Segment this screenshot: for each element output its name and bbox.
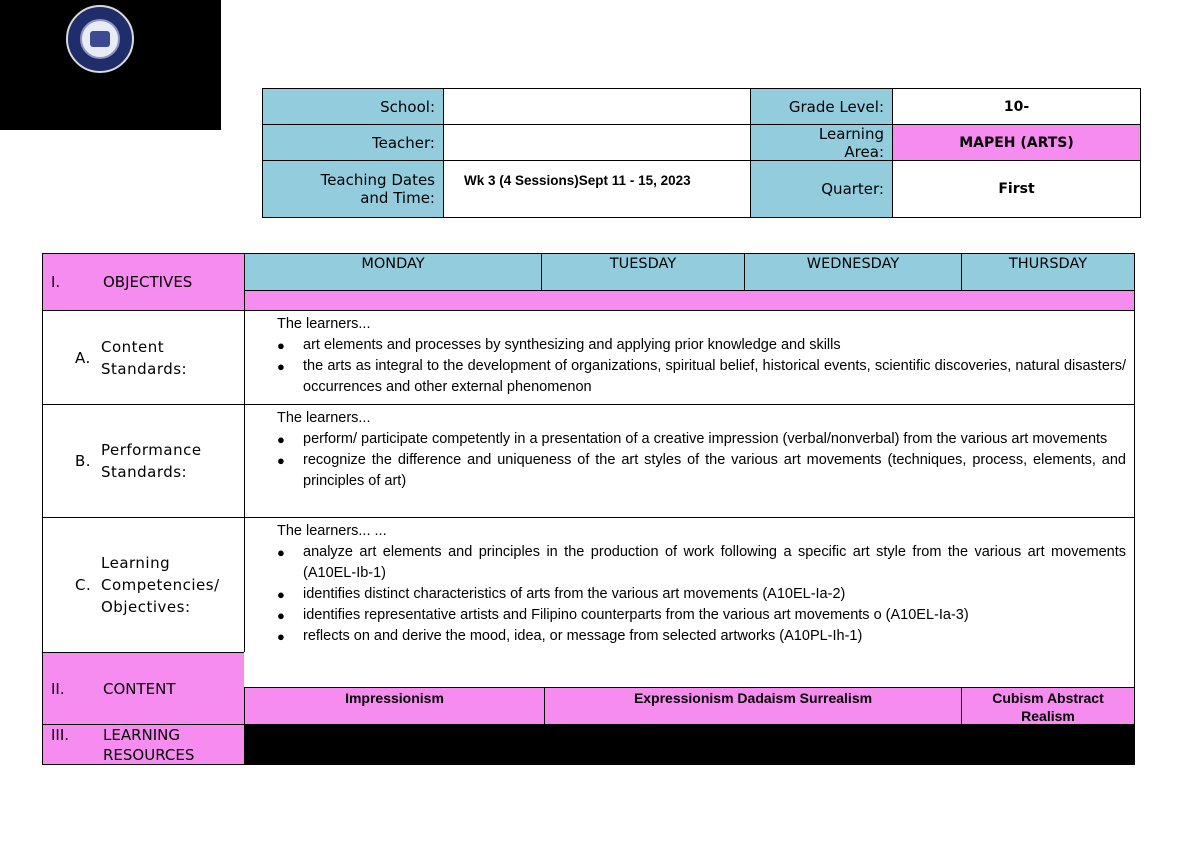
quarter-label: Quarter: (750, 160, 893, 218)
content-standards-body (244, 310, 1135, 405)
list-item: ● perform/ participate competently in a presentation of a creative impression (verbal/nonverbal) from the various art movements (277, 429, 1126, 450)
list-item: ● recognize the difference and uniqueness of the art styles of the various art movements (techniques, process, elements, and principles of art) (277, 450, 1126, 492)
content-standards-intro: The learners... (277, 316, 371, 332)
teacher-label: Teacher: (262, 124, 444, 161)
content-expressionism: Expressionism Dadaism Surrealism (544, 687, 962, 725)
content-impressionism: Impressionism (244, 687, 545, 725)
seal-emblem (90, 31, 110, 47)
day-tuesday: TUESDAY (541, 253, 745, 291)
list-item: ● identifies representative artists and Filipino counterparts from the various art movements o (A10EL-Ia-3) (277, 605, 1126, 626)
content-standards-label: A. Content Standards: (42, 310, 245, 405)
quarter-field[interactable]: First (892, 160, 1141, 218)
header-logo-panel (0, 0, 221, 130)
objectives-pink-band (244, 290, 1135, 311)
day-wednesday: WEDNESDAY (744, 253, 962, 291)
deped-seal-icon (66, 5, 134, 73)
list-item: ● analyze art elements and principles in the production of work following a specific art style from the various art movements (A10EL-Ib-1) (277, 542, 1126, 584)
competencies-body (244, 517, 1135, 653)
content-blank-row (244, 652, 1135, 688)
performance-standards-intro: The learners... (277, 410, 371, 426)
list-item: ● the arts as integral to the development of organizations, spiritual belief, historical events, scientific discoveries, natural disasters/ occurrences and other external phenomenon (277, 356, 1126, 398)
objectives-heading: I. OBJECTIVES (42, 253, 245, 311)
day-thursday: THURSDAY (961, 253, 1135, 291)
list-item: ● identifies distinct characteristics of arts from the various art movements (A10EL-Ia-2) (277, 584, 1126, 605)
teaching-dates-label: Teaching Dates and Time: (262, 160, 444, 218)
performance-standards-body (244, 404, 1135, 518)
school-field[interactable] (443, 88, 751, 125)
competencies-label: C. Learning Competencies/ Objectives: (42, 517, 245, 653)
learning-resources-black-band (244, 724, 1135, 765)
content-heading: II. CONTENT (42, 652, 245, 725)
list-item: ● reflects on and derive the mood, idea, or message from selected artworks (A10PL-Ih-1) (277, 626, 1126, 647)
content-cubism: Cubism Abstract Realism (961, 687, 1135, 725)
list-item: ● art elements and processes by synthesizing and applying prior knowledge and skills (277, 335, 1126, 356)
day-monday: MONDAY (244, 253, 542, 291)
teaching-dates-field[interactable]: Wk 3 (4 Sessions)Sept 11 - 15, 2023 (443, 160, 751, 218)
learning-area-label: Learning Area: (750, 124, 893, 161)
teacher-field[interactable] (443, 124, 751, 161)
learning-resources-heading: III. LEARNING RESOURCES (42, 724, 245, 765)
grade-level-field[interactable]: 10- (892, 88, 1141, 125)
school-label: School: (262, 88, 444, 125)
competencies-intro: The learners... ... (277, 523, 387, 539)
performance-standards-label: B. Performance Standards: (42, 404, 245, 518)
grade-level-label: Grade Level: (750, 88, 893, 125)
seal-center (80, 19, 120, 59)
learning-area-field[interactable]: MAPEH (ARTS) (892, 124, 1141, 161)
